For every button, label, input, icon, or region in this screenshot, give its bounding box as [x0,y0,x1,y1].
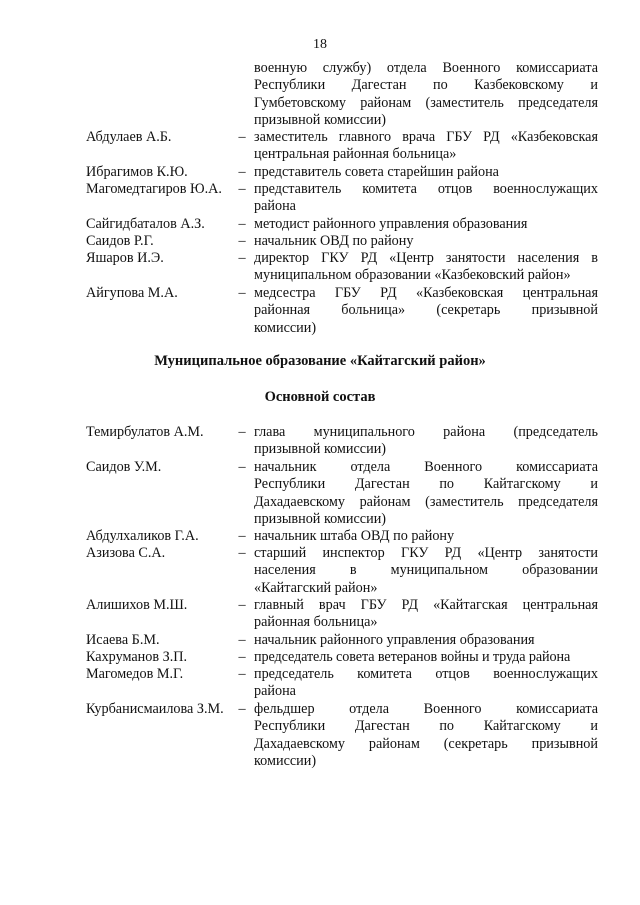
description-line: «Кайтагский район» [254,579,378,596]
member-name: Курбанисмаилова З.М. [86,701,224,717]
member-name: Айгупова М.А. [86,285,178,301]
dash-separator: – [238,701,246,717]
description-line: Республики Дагестан по Кайтагскому и [254,718,598,735]
dash-separator: – [238,632,246,648]
member-name: Магомедов М.Г. [86,666,184,682]
description-line: медсестра ГБУ РД «Казбековская центральная [254,285,598,301]
member-role [254,233,598,250]
description-line: комиссии) [254,752,317,769]
dash-separator: – [238,164,246,180]
member-name: Ибрагимов К.Ю. [86,164,188,180]
member-role [254,181,598,216]
member-name: Абдулхаликов Г.А. [86,528,199,544]
member-role [254,632,598,649]
description-line: глава муниципального района (председатель [254,424,598,440]
member-role [254,701,598,770]
dash-separator: – [238,250,246,266]
member-name: Абдулаев А.Б. [86,129,172,145]
description-line: Гумбетовскому районам (заместитель председателя [254,94,598,111]
description-line: представитель комитета отцов военнослужащих [254,181,598,197]
description-line: районная больница» (секретарь призывной [254,302,598,319]
description-line: Республики Дагестан по Казбековскому и [254,77,598,94]
description-line: начальник штаба ОВД по району [254,528,455,544]
description-line: начальник районного управления образования [254,632,535,648]
description-line: района [254,683,296,700]
member-name: Алишихов М.Ш. [86,597,188,613]
member-role [254,545,598,597]
member-role [254,666,598,701]
description-line: фельдшер отдела Военного комиссариата [254,701,598,717]
member-role [254,285,598,337]
member-role [254,129,598,164]
continuation-description [254,60,598,129]
description-line: района [254,198,296,215]
subsection-title: Основной состав [264,389,376,405]
member-role [254,459,598,528]
description-line: муниципальном образовании «Казбековский район» [254,267,571,284]
description-line: Дахадаевскому районам (секретарь призывной [254,735,598,752]
description-line: призывной комиссии) [254,510,387,527]
description-line: Дахадаевскому районам (заместитель председателя [254,493,598,510]
member-name: Магомедтагиров Ю.А. [86,181,222,197]
dash-separator: – [238,597,246,613]
description-line: центральная районная больница» [254,146,457,163]
dash-separator: – [238,666,246,682]
member-name: Кахруманов З.П. [86,649,188,665]
description-line: призывной комиссии) [254,441,387,458]
description-line: главный врач ГБУ РД «Кайтагская центральная [254,597,598,613]
description-line: населения в муниципальном образовании [254,562,598,579]
description-line: старший инспектор ГКУ РД «Центр занятости [254,545,598,561]
description-line: заместитель главного врача ГБУ РД «Казбековская [254,129,598,145]
member-name: Яшаров И.Э. [86,250,164,266]
member-role [254,424,598,459]
member-name: Темирбулатов А.М. [86,424,204,440]
description-line: председатель комитета отцов военнослужащих [254,666,598,682]
dash-separator: – [238,129,246,145]
member-name: Азизова С.А. [86,545,166,561]
dash-separator: – [238,545,246,561]
description-line: методист районного управления образования [254,216,528,232]
description-line: районная больница» [254,614,378,631]
dash-separator: – [238,285,246,301]
description-line: председатель совета ветеранов войны и труда района [254,649,571,665]
description-line: начальник ОВД по району [254,233,414,249]
dash-separator: – [238,649,246,665]
member-role [254,649,598,666]
member-name: Саидов Р.Г. [86,233,154,249]
member-role [254,597,598,632]
member-role [254,164,598,181]
member-role [254,528,598,545]
dash-separator: – [238,528,246,544]
member-name: Исаева Б.М. [86,632,160,648]
description-line: директор ГКУ РД «Центр занятости населения в [254,250,598,266]
member-role [254,250,598,285]
description-line: военную службу) отдела Военного комиссариата [254,60,598,76]
member-name: Саидов У.М. [86,459,162,475]
page-number: 18 [313,37,327,52]
member-role [254,216,598,233]
section-title: Муниципальное образование «Кайтагский район» [154,353,486,369]
dash-separator: – [238,233,246,249]
description-line: комиссии) [254,319,317,336]
dash-separator: – [238,216,246,232]
member-name: Сайгидбаталов А.З. [86,216,205,232]
description-line: начальник отдела Военного комиссариата [254,459,598,475]
dash-separator: – [238,181,246,197]
description-line: представитель совета старейшин района [254,164,499,180]
dash-separator: – [238,459,246,475]
dash-separator: – [238,424,246,440]
description-line: призывной комиссии) [254,111,387,128]
description-line: Республики Дагестан по Кайтагскому и [254,476,598,493]
